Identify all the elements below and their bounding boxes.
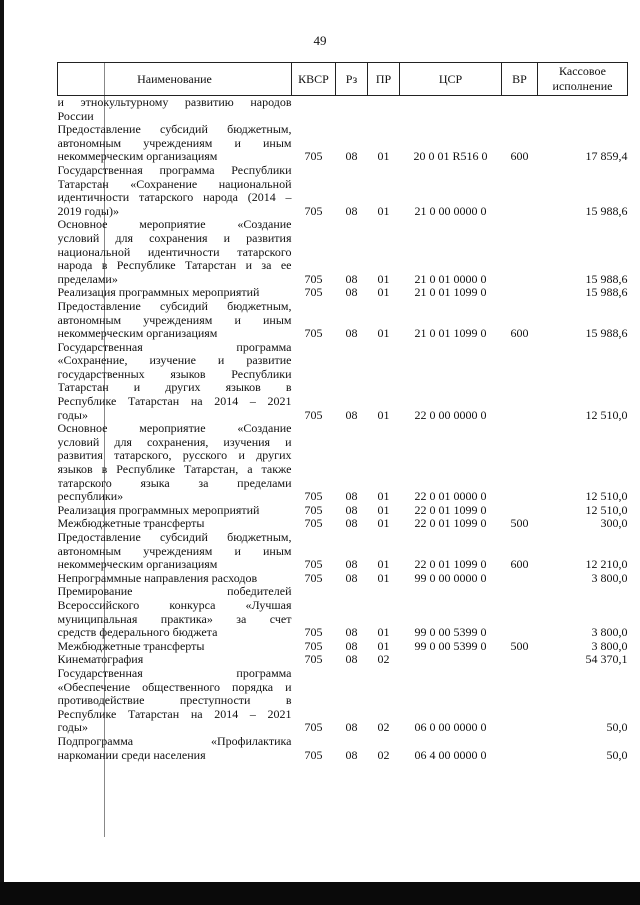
- row-name-line: муниципальная практика» за счет: [57, 611, 292, 626]
- row-name-line: государственных языков Республики: [57, 366, 292, 381]
- row-csr: [400, 653, 502, 667]
- row-csr: 20 0 01 R516 0: [413, 149, 488, 164]
- table-row: [58, 517, 628, 531]
- row-name-line: автономным учреждениям и иным: [57, 312, 292, 327]
- row-pr: 02: [377, 747, 390, 762]
- row-name: [58, 286, 292, 300]
- row-name-line: автономным учреждениям и иным: [57, 135, 292, 150]
- row-name-line: 2019 годы)»: [57, 203, 119, 218]
- row-name-line: развития татарского, русского и других: [57, 448, 292, 463]
- row-rz: 08: [345, 720, 358, 735]
- row-csr: 21 0 01 0000 0: [414, 271, 487, 286]
- row-name-line: Республике Татарстан на 2014 – 2021: [57, 394, 292, 409]
- row-rz: 08: [345, 557, 358, 572]
- row-amount: 50,0: [606, 720, 628, 735]
- table-header-row: [58, 63, 628, 96]
- row-amount: 12 510,0: [585, 489, 628, 504]
- row-vr: [502, 164, 538, 218]
- row-name: [58, 422, 292, 504]
- row-pr: 01: [377, 407, 390, 422]
- row-rz: 08: [345, 489, 358, 504]
- row-vr: [502, 572, 538, 586]
- row-vr: [502, 96, 538, 124]
- row-name-line: наркомании среди населения: [57, 747, 206, 762]
- row-vr: [502, 422, 538, 504]
- row-vr: 600: [510, 557, 529, 572]
- row-kvsr: 705: [304, 638, 323, 653]
- row-kvsr: 705: [304, 720, 323, 735]
- row-name-line: Татарстан и других языков в: [57, 380, 292, 395]
- row-name-line: Основное мероприятие «Создание: [57, 422, 292, 436]
- scan-bottom-edge: [0, 882, 640, 905]
- row-name-line: Государственная программа: [57, 666, 292, 680]
- row-name-line: Кинематография: [57, 653, 144, 667]
- row-name-line: Республике Татарстан на 2014 – 2021: [57, 706, 292, 721]
- row-rz: 08: [345, 570, 358, 585]
- row-csr: 22 0 01 1099 0: [414, 502, 487, 517]
- row-name: [58, 300, 292, 341]
- header-kvsr: КВСР: [292, 63, 336, 96]
- row-name: [58, 341, 292, 423]
- row-name: [58, 572, 292, 586]
- row-rz: 08: [345, 203, 358, 218]
- table-row: [58, 640, 628, 654]
- row-name: [58, 218, 292, 286]
- row-vr: 600: [510, 149, 529, 164]
- row-amount: 15 988,6: [585, 285, 628, 300]
- row-name-line: условий для сохранения и развития: [57, 230, 292, 245]
- row-vr: [502, 735, 538, 762]
- row-name-line: Межбюджетные трансферты: [57, 639, 205, 653]
- row-csr: 22 0 01 1099 0: [414, 557, 487, 572]
- row-pr: 01: [377, 271, 390, 286]
- table-row: [58, 218, 628, 286]
- row-amount: 17 859,4: [585, 149, 628, 164]
- row-name-line: некоммерческим организациям: [57, 326, 218, 341]
- row-amount: 50,0: [606, 747, 628, 762]
- row-name-line: России: [57, 108, 94, 123]
- row-name: [58, 585, 292, 639]
- table-body: [58, 96, 628, 763]
- row-name-line: годы»: [57, 720, 88, 735]
- row-amount: [538, 96, 628, 124]
- row-amount: 12 510,0: [585, 407, 628, 422]
- row-csr: 99 0 00 5399 0: [414, 625, 487, 640]
- row-rz: 08: [345, 638, 358, 653]
- row-amount: 54 370,1: [585, 652, 628, 667]
- row-pr: 01: [377, 625, 390, 640]
- table-row: [58, 572, 628, 586]
- row-name: [58, 517, 292, 531]
- row-name: [58, 653, 292, 667]
- row-rz: 08: [345, 149, 358, 164]
- budget-table: [57, 62, 628, 762]
- row-name-line: автономным учреждениям и иным: [57, 543, 292, 558]
- table-row: [58, 164, 628, 218]
- row-name: [58, 96, 292, 124]
- row-amount: 12 210,0: [585, 557, 628, 572]
- row-kvsr: 705: [304, 271, 323, 286]
- table-row: [58, 123, 628, 164]
- row-csr: 21 0 00 0000 0: [414, 203, 487, 218]
- header-rz: Рз: [336, 63, 368, 96]
- row-vr: 500: [510, 638, 529, 653]
- row-name-line: Основное мероприятие «Создание: [57, 218, 292, 232]
- row-csr: [400, 96, 502, 124]
- row-name: [58, 504, 292, 518]
- row-kvsr: 705: [304, 570, 323, 585]
- table-row: [58, 504, 628, 518]
- row-name-line: «Обеспечение общественного порядка и: [57, 679, 292, 694]
- row-vr: [502, 341, 538, 423]
- row-vr: [502, 585, 538, 639]
- row-kvsr: 705: [304, 747, 323, 762]
- row-rz: 08: [345, 285, 358, 300]
- row-amount: 3 800,0: [591, 625, 628, 640]
- row-kvsr: 705: [304, 285, 323, 300]
- row-rz: 08: [345, 271, 358, 286]
- row-name-line: Реализация программных мероприятий: [57, 286, 260, 300]
- row-name: [58, 667, 292, 735]
- row-csr: 22 0 01 0000 0: [414, 489, 487, 504]
- row-rz: 08: [345, 652, 358, 667]
- row-rz: 08: [345, 625, 358, 640]
- table-row: [58, 300, 628, 341]
- row-kvsr: 705: [304, 407, 323, 422]
- row-name-line: некоммерческим организациям: [57, 149, 218, 164]
- row-name-line: Государственная программа: [57, 340, 292, 354]
- row-kvsr: 705: [304, 326, 323, 341]
- header-amount: Кассовое исполнение: [538, 63, 628, 96]
- table-row: [58, 653, 628, 667]
- row-name-line: Всероссийского конкурса «Лучшая: [57, 597, 292, 612]
- row-name-line: татарского языка за пределами: [57, 475, 292, 490]
- row-vr: [502, 667, 538, 735]
- row-pr: 01: [377, 557, 390, 572]
- row-name-line: средств федерального бюджета: [57, 625, 218, 640]
- table-row: [58, 531, 628, 572]
- row-vr: 500: [510, 516, 529, 531]
- row-kvsr: 705: [304, 557, 323, 572]
- row-name-line: языков в Республике Татарстан, а также: [57, 462, 292, 477]
- row-amount: 12 510,0: [585, 502, 628, 517]
- row-pr: 01: [377, 502, 390, 517]
- header-csr: ЦСР: [400, 63, 502, 96]
- table-row: [58, 286, 628, 300]
- row-name-line: Реализация программных мероприятий: [57, 503, 260, 517]
- row-kvsr: 705: [304, 516, 323, 531]
- header-vr: ВР: [502, 63, 538, 96]
- row-csr: 06 0 00 0000 0: [414, 720, 487, 735]
- row-name-line: «Сохранение, изучение и развитие: [57, 353, 292, 368]
- row-rz: 08: [345, 326, 358, 341]
- row-vr: [502, 286, 538, 300]
- header-name: Наименование: [58, 63, 292, 96]
- row-name-line: Государственная программа Республики: [57, 163, 292, 177]
- row-name-line: условий для сохранения, изучения и: [57, 434, 292, 449]
- row-amount: 3 800,0: [591, 570, 628, 585]
- row-amount: 15 988,6: [585, 271, 628, 286]
- page-number: 49: [313, 33, 327, 48]
- table-row: [58, 96, 628, 124]
- row-pr: [368, 96, 400, 124]
- table-row: [58, 667, 628, 735]
- table-row: [58, 341, 628, 423]
- row-name-line: Межбюджетные трансферты: [57, 517, 205, 531]
- row-rz: 08: [345, 747, 358, 762]
- row-amount: 300,0: [600, 516, 628, 531]
- row-name-line: Татарстан «Сохранение национальной: [57, 176, 292, 191]
- row-kvsr: 705: [304, 625, 323, 640]
- row-csr: 22 0 01 1099 0: [414, 516, 487, 531]
- row-name-line: и этнокультурному развитию народов: [57, 95, 292, 109]
- row-csr: 99 0 00 0000 0: [414, 570, 487, 585]
- row-name: [58, 735, 292, 762]
- row-name-line: идентичности татарского народа (2014 –: [57, 190, 292, 205]
- row-name-line: некоммерческим организациям: [57, 557, 218, 572]
- row-amount: 15 988,6: [585, 203, 628, 218]
- row-pr: 01: [377, 638, 390, 653]
- row-name-line: пределами»: [57, 271, 118, 286]
- row-rz: [336, 96, 368, 124]
- row-kvsr: 705: [304, 502, 323, 517]
- row-pr: 01: [377, 203, 390, 218]
- row-rz: 08: [345, 516, 358, 531]
- row-name-line: Предоставление субсидий бюджетным,: [57, 531, 292, 544]
- row-kvsr: 705: [304, 652, 323, 667]
- row-pr: 01: [377, 326, 390, 341]
- row-kvsr: 705: [304, 489, 323, 504]
- row-pr: 01: [377, 149, 390, 164]
- row-name-line: противодействие преступности в: [57, 693, 292, 708]
- row-csr: 99 0 00 5399 0: [414, 638, 487, 653]
- row-vr: [502, 218, 538, 286]
- row-name-line: Премирование победителей: [57, 585, 292, 599]
- row-pr: 01: [377, 570, 390, 585]
- row-name: [58, 640, 292, 654]
- table-row: [58, 422, 628, 504]
- row-name: [58, 123, 292, 164]
- row-name-line: национальной идентичности татарского: [57, 244, 292, 259]
- scan-left-edge: [0, 0, 4, 905]
- row-csr: 06 4 00 0000 0: [414, 747, 487, 762]
- row-csr: 22 0 00 0000 0: [414, 407, 487, 422]
- header-pr: ПР: [368, 63, 400, 96]
- row-name-line: годы»: [57, 407, 88, 422]
- row-vr: 600: [510, 326, 529, 341]
- row-pr: 02: [377, 652, 390, 667]
- row-name-line: Предоставление субсидий бюджетным,: [57, 123, 292, 137]
- row-name: [58, 531, 292, 572]
- row-vr: [502, 504, 538, 518]
- row-pr: 01: [377, 516, 390, 531]
- row-name-line: народа в Республике Татарстан и за ее: [57, 258, 292, 273]
- row-name: [58, 164, 292, 218]
- row-pr: 02: [377, 720, 390, 735]
- row-kvsr: 705: [304, 203, 323, 218]
- row-amount: 3 800,0: [591, 638, 628, 653]
- row-name-line: Подпрограмма «Профилактика: [57, 734, 292, 748]
- table-row: [58, 735, 628, 762]
- row-kvsr: [292, 96, 336, 124]
- row-name-line: Предоставление субсидий бюджетным,: [57, 299, 292, 313]
- row-rz: 08: [345, 407, 358, 422]
- row-rz: 08: [345, 502, 358, 517]
- row-amount: 15 988,6: [585, 326, 628, 341]
- row-csr: 21 0 01 1099 0: [414, 285, 487, 300]
- row-csr: 21 0 01 1099 0: [414, 326, 487, 341]
- row-name-line: республики»: [57, 489, 124, 504]
- row-pr: 01: [377, 285, 390, 300]
- row-pr: 01: [377, 489, 390, 504]
- row-vr: [502, 653, 538, 667]
- row-kvsr: 705: [304, 149, 323, 164]
- row-name-line: Непрограммные направления расходов: [57, 571, 258, 585]
- table-row: [58, 585, 628, 639]
